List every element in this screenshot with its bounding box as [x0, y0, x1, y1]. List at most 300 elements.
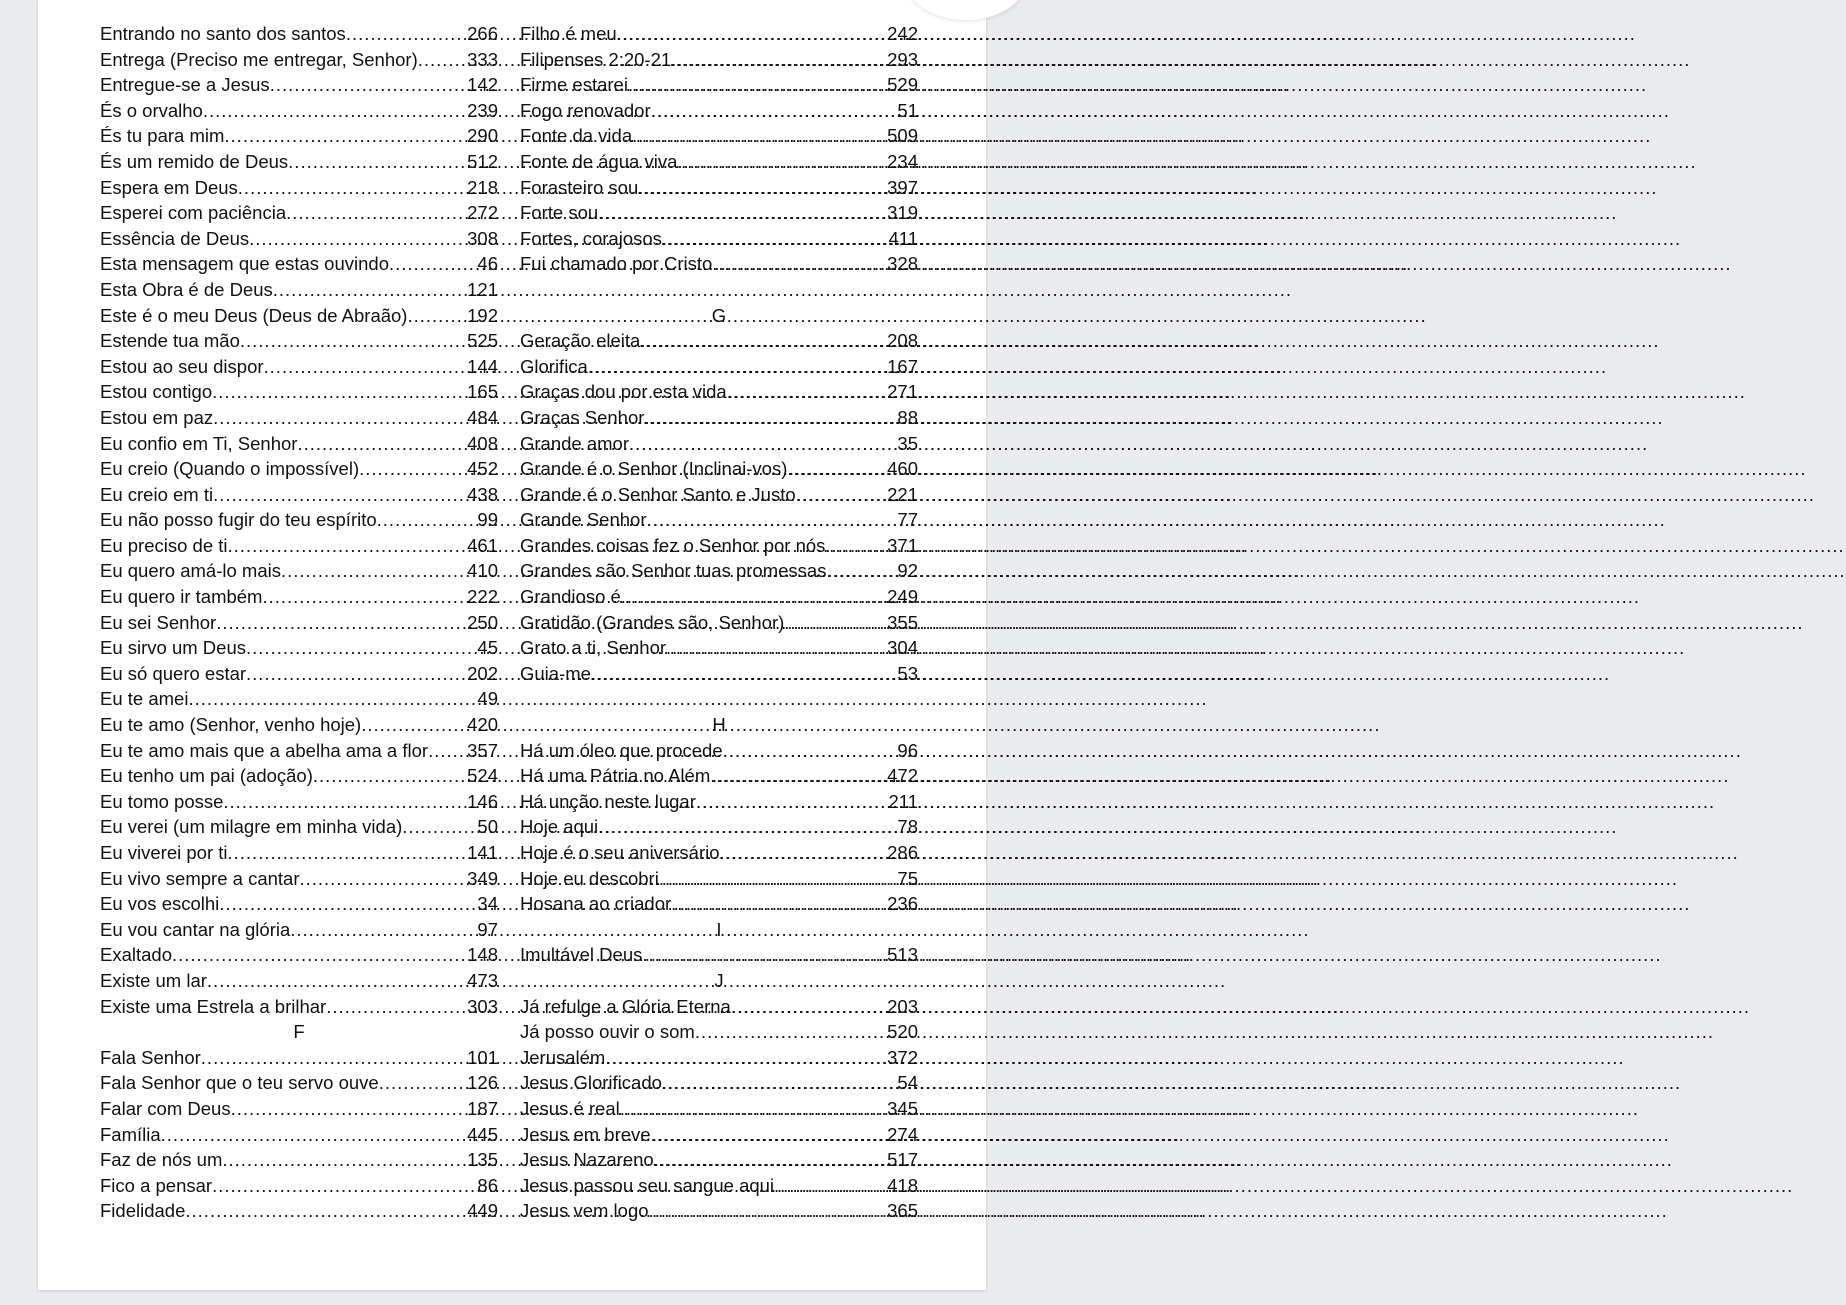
- dot-leader: [598, 200, 887, 226]
- entry-page-number: 304: [887, 637, 918, 659]
- dot-leader: [651, 1122, 888, 1148]
- index-entry: [520, 738, 918, 764]
- index-entry: [100, 405, 498, 431]
- entry-page-number: 96: [897, 739, 918, 761]
- entry-title: Eu tomo posse: [100, 790, 224, 812]
- index-entry: [100, 840, 498, 866]
- entry-title: Eu sei Senhor: [100, 611, 217, 633]
- index-entry: [520, 200, 918, 226]
- index-entry: [520, 994, 918, 1020]
- entry-page-number: 141: [467, 842, 498, 863]
- entry-title: Glorifica: [520, 355, 588, 377]
- dot-leader: [591, 661, 897, 687]
- dot-leader: [671, 47, 887, 73]
- entry-page-number: 349: [467, 867, 498, 889]
- entry-page-number: 203: [887, 995, 918, 1017]
- dot-leader: [671, 891, 887, 917]
- spacer: [520, 277, 918, 303]
- index-entry: [520, 1070, 918, 1096]
- dot-leader: [695, 1019, 887, 1045]
- dot-leader: [346, 21, 467, 47]
- dot-leader: [161, 1122, 467, 1148]
- entry-title: Eu preciso de ti: [100, 534, 228, 556]
- entry-page-number: 355: [887, 611, 918, 633]
- spacer: [520, 686, 918, 712]
- entry-title: Eu tenho um pai (adoção): [100, 765, 313, 787]
- dot-leader: [418, 47, 467, 73]
- entry-page-number: 54: [897, 1072, 918, 1094]
- index-entry: [520, 507, 918, 533]
- entry-page-number: 328: [887, 253, 918, 275]
- dot-leader: [228, 840, 468, 866]
- entry-page-number: 49: [477, 688, 498, 710]
- entry-title: Eu verei (um milagre em minha vida): [100, 816, 403, 838]
- entry-page-number: 524: [467, 765, 498, 787]
- dot-leader: [240, 328, 467, 354]
- entry-page-number: 333: [467, 48, 498, 70]
- dot-leader: [712, 251, 887, 277]
- index-entry: [100, 866, 498, 892]
- index-entry: [100, 1096, 498, 1122]
- index-entry: [100, 584, 498, 610]
- entry-page-number: 242: [887, 23, 918, 44]
- index-entry: [100, 994, 498, 1020]
- dot-leader: [651, 98, 898, 124]
- entry-title: Grato a ti, Senhor: [520, 637, 667, 659]
- index-entry: [520, 584, 918, 610]
- index-entry: [520, 763, 918, 789]
- index-entry: [520, 123, 918, 149]
- section-letter-heading: H: [712, 714, 726, 736]
- entry-page-number: 146: [467, 790, 498, 812]
- entry-title: Hosana ao criador: [520, 893, 672, 915]
- index-entry: [520, 328, 918, 354]
- dot-leader: [288, 149, 467, 175]
- index-entry: [100, 942, 498, 968]
- dot-leader: [290, 917, 477, 943]
- entry-title: Gratidão (Grandes são, Senhor): [520, 611, 785, 633]
- index-entry: [520, 431, 918, 457]
- entry-page-number: 34: [477, 893, 498, 915]
- entry-page-number: 101: [467, 1046, 498, 1068]
- index-entry: [100, 175, 498, 201]
- index-entry: [520, 558, 918, 584]
- index-entry: [100, 738, 498, 764]
- entry-title: Hoje aqui: [520, 816, 599, 838]
- entry-title: Entrega (Preciso me entregar, Senhor): [100, 48, 418, 70]
- entry-page-number: 78: [897, 816, 918, 838]
- index-entry: [520, 891, 918, 917]
- entry-page-number: 473: [467, 969, 498, 991]
- entry-title: Grandes são Senhor tuas promessas: [520, 560, 827, 582]
- index-entry: [520, 661, 918, 687]
- index-entry: [100, 1147, 498, 1173]
- entry-page-number: 50: [477, 816, 498, 838]
- dot-leader: [649, 1198, 888, 1224]
- dot-leader: [407, 303, 467, 329]
- entry-page-number: 397: [887, 176, 918, 198]
- index-entry: [100, 789, 498, 815]
- index-entry: [520, 149, 918, 175]
- entry-title: Jesus Nazareno: [520, 1149, 654, 1171]
- entry-title: Eu te amei: [100, 688, 189, 710]
- entry-page-number: 271: [887, 381, 918, 403]
- entry-title: Jerusalém: [520, 1046, 606, 1068]
- index-entry: [520, 635, 918, 661]
- index-entry: [520, 1045, 918, 1071]
- entry-title: Fogo renovador: [520, 99, 651, 121]
- entry-title: Jesus vem logo: [520, 1200, 649, 1222]
- entry-page-number: 35: [897, 432, 918, 454]
- index-column-right: [520, 21, 918, 1224]
- entry-page-number: 51: [897, 99, 918, 121]
- index-entry: [520, 72, 918, 98]
- entry-title: Eu quero amá-lo mais: [100, 560, 281, 582]
- index-entry: [100, 303, 498, 329]
- entry-title: Jesus passou seu sangue aqui: [520, 1174, 775, 1196]
- dot-leader: [428, 738, 467, 764]
- entry-title: Esperei com paciência: [100, 202, 287, 224]
- index-entry: [100, 1070, 498, 1096]
- index-entry: [100, 968, 498, 994]
- dot-leader: [297, 431, 467, 457]
- entry-title: Espera em Deus: [100, 176, 238, 198]
- entry-page-number: 218: [467, 176, 498, 198]
- entry-page-number: 187: [467, 1097, 498, 1119]
- index-entry: [520, 175, 918, 201]
- index-entry: [520, 47, 918, 73]
- dot-leader: [727, 379, 887, 405]
- entry-page-number: 148: [467, 944, 498, 966]
- entry-page-number: 250: [467, 611, 498, 633]
- entry-title: Eu quero ir também: [100, 586, 263, 608]
- index-entry: [100, 277, 498, 303]
- dot-leader: [207, 968, 467, 994]
- entry-page-number: 221: [887, 483, 918, 505]
- entry-page-number: 452: [467, 458, 498, 480]
- entry-page-number: 286: [887, 842, 918, 863]
- entry-title: Fala Senhor: [100, 1046, 201, 1068]
- entry-title: Guia-me: [520, 662, 591, 684]
- entry-title: Estou em paz: [100, 406, 214, 428]
- entry-title: Fortes, corajosos: [520, 227, 662, 249]
- index-entry: [100, 482, 498, 508]
- index-entry: [100, 661, 498, 687]
- dot-leader: [222, 1147, 467, 1173]
- dot-leader: [642, 942, 887, 968]
- entry-page-number: 208: [887, 330, 918, 352]
- index-entry: [520, 251, 918, 277]
- entry-page-number: 234: [887, 150, 918, 172]
- dot-leader: [264, 354, 468, 380]
- dot-leader: [598, 814, 897, 840]
- dot-leader: [361, 712, 467, 738]
- index-entry: [520, 942, 918, 968]
- dot-leader: [620, 1096, 887, 1122]
- section-letter-heading: J: [714, 969, 724, 991]
- index-entry: [100, 533, 498, 559]
- entry-page-number: 460: [887, 458, 918, 480]
- entry-title: Faz de nós um: [100, 1149, 223, 1171]
- entry-title: Eu vos escolhi: [100, 893, 220, 915]
- entry-title: Grandioso é: [520, 586, 621, 608]
- entry-page-number: 319: [887, 202, 918, 224]
- dot-leader: [379, 1070, 467, 1096]
- entry-title: Fui chamado por Cristo: [520, 253, 713, 275]
- index-entry: [520, 98, 918, 124]
- entry-page-number: 144: [467, 355, 498, 377]
- dot-leader: [188, 686, 477, 712]
- index-entry: [520, 405, 918, 431]
- index-entry: [100, 98, 498, 124]
- entry-title: És um remido de Deus: [100, 150, 289, 172]
- dot-leader: [825, 533, 887, 559]
- entry-page-number: 236: [887, 893, 918, 915]
- entry-title: Eu vivo sempre a cantar: [100, 867, 300, 889]
- index-entry: [100, 328, 498, 354]
- dot-leader: [286, 200, 467, 226]
- entry-page-number: 75: [897, 867, 918, 889]
- entry-title: Grande é o Senhor (Inclinai-vos): [520, 458, 788, 480]
- entry-page-number: 239: [467, 99, 498, 121]
- entry-page-number: 46: [477, 253, 498, 275]
- index-entry: [100, 431, 498, 457]
- entry-title: Grande é o Senhor Santo e Justo: [520, 483, 796, 505]
- index-entry: [520, 1096, 918, 1122]
- entry-title: Geração eleita: [520, 330, 641, 352]
- entry-title: Eu confio em Ti, Senhor: [100, 432, 298, 454]
- entry-title: És o orvalho: [100, 99, 203, 121]
- index-entry: [520, 1147, 918, 1173]
- dot-leader: [666, 635, 887, 661]
- entry-page-number: 484: [467, 406, 498, 428]
- dot-leader: [662, 1070, 898, 1096]
- entry-title: És tu para mim: [100, 125, 225, 147]
- dot-leader: [326, 994, 467, 1020]
- index-entry: [100, 456, 498, 482]
- entry-page-number: 88: [897, 406, 918, 428]
- index-column-left: [100, 21, 498, 1224]
- dot-leader: [249, 226, 467, 252]
- entry-page-number: 461: [467, 534, 498, 556]
- dot-leader: [628, 72, 887, 98]
- entry-title: Já posso ouvir o som: [520, 1021, 695, 1043]
- entry-page-number: 308: [467, 227, 498, 249]
- dot-leader: [723, 738, 898, 764]
- section-letter-heading: I: [716, 918, 722, 940]
- dot-leader: [696, 789, 889, 815]
- index-entry: [100, 379, 498, 405]
- dot-leader: [213, 482, 467, 508]
- index-entry: [520, 21, 918, 47]
- dot-leader: [784, 610, 887, 636]
- entry-page-number: 293: [887, 48, 918, 70]
- index-entry: [520, 610, 918, 636]
- entry-title: Este é o meu Deus (Deus de Abraão): [100, 304, 408, 326]
- dot-leader: [228, 533, 468, 559]
- dot-leader: [826, 558, 897, 584]
- index-entry: [100, 610, 498, 636]
- entry-page-number: 509: [887, 125, 918, 147]
- entry-page-number: 167: [887, 355, 918, 377]
- index-entry: [520, 1173, 918, 1199]
- index-entry: [100, 507, 498, 533]
- dot-leader: [201, 1045, 467, 1071]
- dot-leader: [605, 1045, 887, 1071]
- dot-leader: [731, 994, 887, 1020]
- index-entry: [100, 1173, 498, 1199]
- index-entry: [520, 814, 918, 840]
- entry-title: Eu te amo (Senhor, venho hoje): [100, 714, 362, 736]
- entry-title: Há unção neste lugar: [520, 790, 696, 812]
- entry-title: Exaltado: [100, 944, 172, 966]
- entry-title: Filipenses 2:20-21: [520, 48, 672, 70]
- entry-page-number: 192: [467, 304, 498, 326]
- entry-title: Grandes coisas fez o Senhor por nós: [520, 534, 826, 556]
- section-letter-heading: F: [293, 1021, 305, 1043]
- index-entry: [100, 1198, 498, 1224]
- entry-title: Essência de Deus: [100, 227, 250, 249]
- entry-page-number: 472: [887, 765, 918, 787]
- dot-leader: [621, 584, 887, 610]
- entry-title: Eu te amo mais que a abelha ama a flor: [100, 739, 429, 761]
- index-entry: [520, 840, 918, 866]
- entry-page-number: 53: [897, 662, 918, 684]
- dot-leader: [654, 1147, 887, 1173]
- entry-title: Jesus em breve: [520, 1123, 651, 1145]
- entry-page-number: 345: [887, 1097, 918, 1119]
- dot-leader: [677, 149, 887, 175]
- entry-page-number: 512: [467, 150, 498, 172]
- dot-leader: [710, 763, 887, 789]
- entry-page-number: 121: [467, 278, 498, 300]
- entry-title: Existe um lar: [100, 969, 207, 991]
- index-entry: [520, 533, 918, 559]
- entry-page-number: 303: [467, 995, 498, 1017]
- dot-leader: [647, 507, 898, 533]
- entry-page-number: 135: [467, 1149, 498, 1171]
- entry-title: Família: [100, 1123, 161, 1145]
- entry-title: Hoje eu descobri: [520, 867, 659, 889]
- dot-leader: [246, 635, 477, 661]
- entry-title: Eu creio em ti: [100, 483, 214, 505]
- entry-title: Fonte de água viva: [520, 150, 678, 172]
- dot-leader: [377, 507, 478, 533]
- entry-title: Já refulge a Glória Eterna: [520, 995, 731, 1017]
- dot-leader: [720, 840, 888, 866]
- index-entry: [100, 1045, 498, 1071]
- entry-page-number: 99: [477, 509, 498, 531]
- index-entry: [100, 712, 498, 738]
- entry-page-number: 249: [887, 586, 918, 608]
- index-entry: [100, 917, 498, 943]
- entry-title: Falar com Deus: [100, 1097, 231, 1119]
- index-entry: [100, 226, 498, 252]
- entry-page-number: 97: [477, 918, 498, 940]
- entry-page-number: 77: [897, 509, 918, 531]
- index-entry: [520, 1198, 918, 1224]
- entry-title: Fidelidade: [100, 1200, 186, 1222]
- dot-leader: [787, 456, 887, 482]
- entry-title: Graças Senhor: [520, 406, 645, 428]
- index-entry: [100, 200, 498, 226]
- dot-leader: [246, 661, 467, 687]
- dot-leader: [270, 72, 467, 98]
- entry-title: Fala Senhor que o teu servo ouve: [100, 1072, 379, 1094]
- entry-page-number: 86: [477, 1174, 498, 1196]
- dot-leader: [216, 610, 467, 636]
- index-entry: [520, 226, 918, 252]
- entry-title: Firme estarei: [520, 74, 628, 96]
- entry-title: Grande Senhor: [520, 509, 647, 531]
- dot-leader: [299, 866, 467, 892]
- entry-page-number: 126: [467, 1072, 498, 1094]
- entry-page-number: 211: [888, 790, 918, 812]
- entry-title: Grande amor: [520, 432, 629, 454]
- dot-leader: [588, 354, 887, 380]
- entry-title: Imultável Deus: [520, 944, 643, 966]
- entry-title: Estou contigo: [100, 381, 213, 403]
- index-entry: [100, 251, 498, 277]
- entry-page-number: 520: [887, 1021, 918, 1043]
- entry-title: Jesus é real: [520, 1097, 620, 1119]
- index-entry: [100, 891, 498, 917]
- dot-leader: [224, 123, 467, 149]
- entry-title: Jesus Glorificado: [520, 1072, 662, 1094]
- index-entry: [100, 763, 498, 789]
- dot-leader: [231, 1096, 468, 1122]
- entry-page-number: 408: [467, 432, 498, 454]
- entry-page-number: 372: [887, 1046, 918, 1068]
- index-entry: [100, 47, 498, 73]
- entry-title: Forasteiro sou: [520, 176, 639, 198]
- entry-title: Eu só quero estar: [100, 662, 247, 684]
- entry-title: Forte sou: [520, 202, 599, 224]
- dot-leader: [212, 1173, 477, 1199]
- dot-leader: [796, 482, 887, 508]
- dot-leader: [774, 1173, 887, 1199]
- index-entry: [520, 789, 918, 815]
- entry-page-number: 165: [467, 381, 498, 403]
- entry-title: Eu vou cantar na glória: [100, 918, 291, 940]
- dot-leader: [402, 814, 477, 840]
- entry-title: Esta Obra é de Deus: [100, 278, 273, 300]
- dot-leader: [238, 175, 467, 201]
- index-entry: [520, 482, 918, 508]
- floating-action-button[interactable]: [906, 0, 1026, 20]
- entry-page-number: 202: [467, 662, 498, 684]
- index-entry: [100, 149, 498, 175]
- dot-leader: [640, 328, 887, 354]
- entry-page-number: 529: [887, 74, 918, 96]
- entry-page-number: 222: [467, 586, 498, 608]
- entry-page-number: 92: [897, 560, 918, 582]
- index-entry: [100, 354, 498, 380]
- entry-page-number: 365: [887, 1200, 918, 1222]
- entry-title: Hoje é o seu aniversário: [520, 842, 720, 863]
- entry-title: Esta mensagem que estas ouvindo: [100, 253, 389, 275]
- entry-page-number: 371: [887, 534, 918, 556]
- entry-title: Há um óleo que procede: [520, 739, 723, 761]
- entry-page-number: 449: [467, 1200, 498, 1222]
- index-entry: [100, 686, 498, 712]
- entry-page-number: 513: [887, 944, 918, 966]
- entry-title: Eu sirvo um Deus: [100, 637, 246, 659]
- entry-title: Graças dou por esta vida: [520, 381, 727, 403]
- dot-leader: [223, 789, 467, 815]
- entry-title: Fico a pensar: [100, 1174, 213, 1196]
- entry-page-number: 411: [888, 227, 918, 249]
